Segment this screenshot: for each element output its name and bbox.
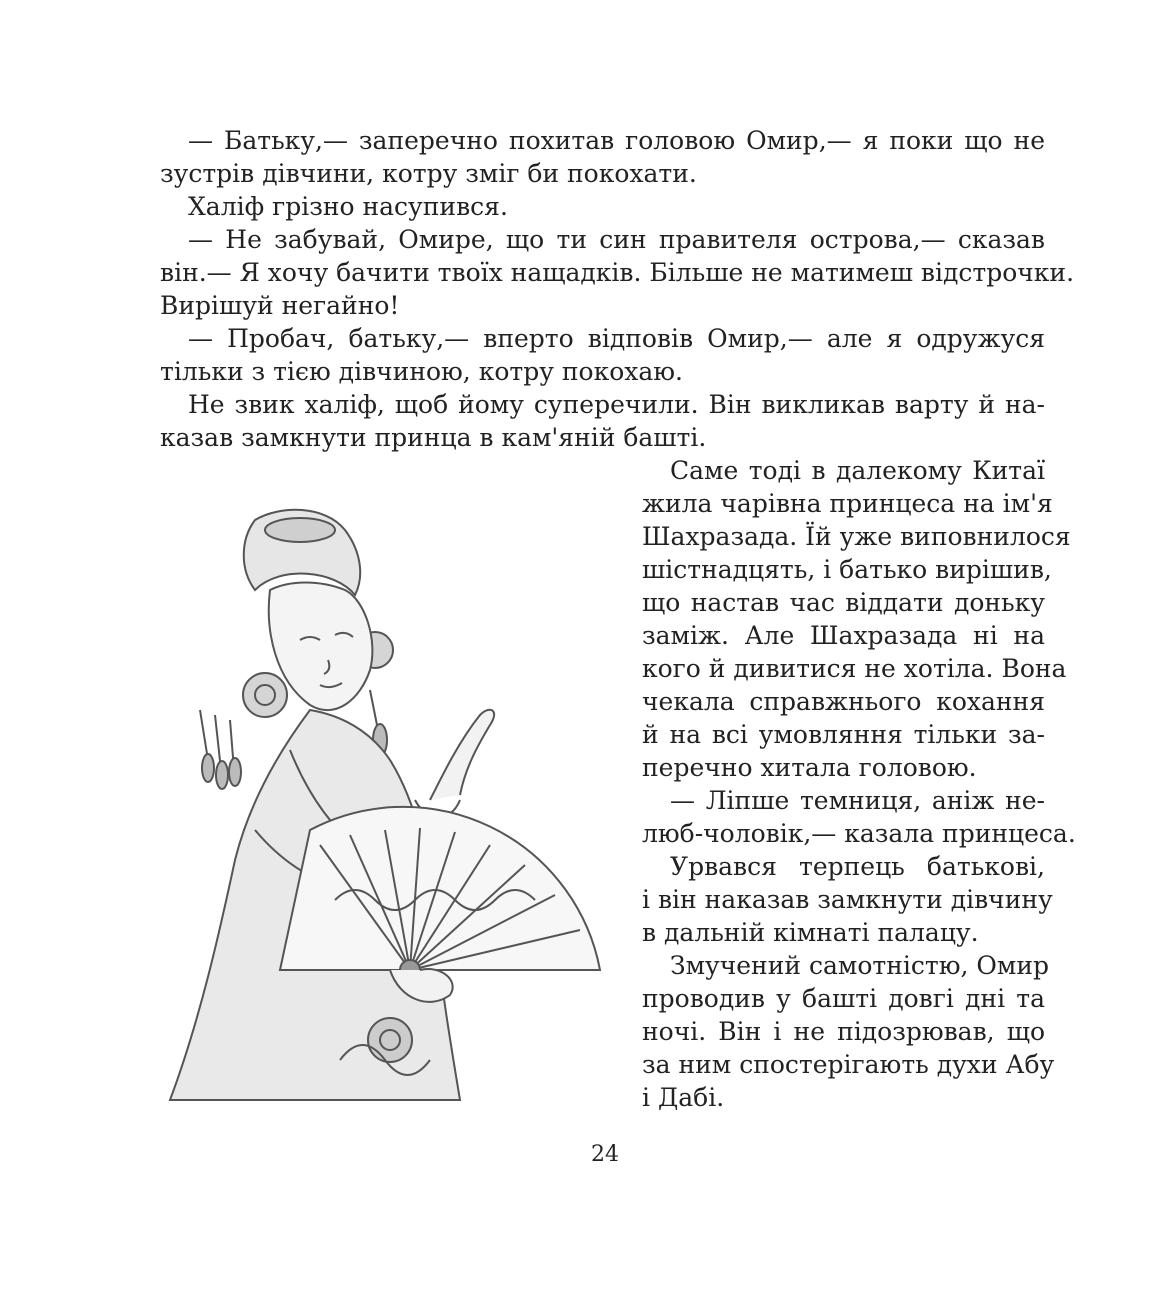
text-line: що настав час віддати доньку bbox=[642, 588, 1045, 617]
text-line: в дальній кімнаті палацу. bbox=[642, 918, 979, 947]
text-line: Урвався терпець батькові, bbox=[670, 852, 1045, 881]
text-line: й на всі умовляння тільки за- bbox=[642, 720, 1045, 749]
text-line: — Не забувай, Омире, що ти син правителя острова,— сказав bbox=[188, 225, 1045, 254]
text-line: зустрів дівчини, котру зміг би покохати. bbox=[160, 159, 697, 188]
text-line: — Ліпше темниця, аніж не- bbox=[670, 786, 1045, 815]
text-line: заміж. Але Шахразада ні на bbox=[642, 621, 1045, 650]
text-line: Не звик халіф, щоб йому суперечили. Він викликав варту й на- bbox=[188, 390, 1045, 419]
text-line: шістнадцять, і батько вирішив, bbox=[642, 555, 1052, 584]
text-line: кого й дивитися не хотіла. Вона bbox=[642, 654, 1067, 683]
text-line: жила чарівна принцеса на ім'я bbox=[642, 489, 1053, 518]
text-line: Змучений самотністю, Омир bbox=[670, 951, 1049, 980]
text-line: Халіф грізно насупився. bbox=[188, 192, 508, 221]
text-line: — Пробач, батьку,— вперто відповів Омир,— але я одружуся bbox=[188, 324, 1045, 353]
text-line: люб-чоловік,— казала принцеса. bbox=[642, 819, 1076, 848]
text-line: проводив у башті довгі дні та bbox=[642, 984, 1045, 1013]
text-line: тільки з тією дівчиною, котру покохаю. bbox=[160, 357, 683, 386]
text-line: він.— Я хочу бачити твоїх нащадків. Більше не матимеш відстрочки. bbox=[160, 258, 1075, 287]
text-line: ночі. Він і не підозрював, що bbox=[642, 1017, 1045, 1046]
text-line: за ним спостерігають духи Абу bbox=[642, 1050, 1055, 1079]
princess-with-fan-illustration bbox=[160, 500, 620, 1110]
page-number: 24 bbox=[591, 1142, 619, 1167]
text-line: Вирішуй негайно! bbox=[160, 291, 400, 320]
text-line: Шахразада. Їй уже виповнилося bbox=[642, 522, 1071, 551]
text-line: казав замкнути принца в кам'яній башті. bbox=[160, 423, 707, 452]
text-line: — Батьку,— заперечно похитав головою Омир,— я поки що не bbox=[188, 126, 1045, 155]
text-line: і він наказав замкнути дівчину bbox=[642, 885, 1053, 914]
text-line: перечно хитала головою. bbox=[642, 753, 977, 782]
text-line: Саме тоді в далекому Китаї bbox=[670, 456, 1045, 485]
text-line: і Дабі. bbox=[642, 1083, 725, 1112]
text-line: чекала справжнього кохання bbox=[642, 687, 1045, 716]
